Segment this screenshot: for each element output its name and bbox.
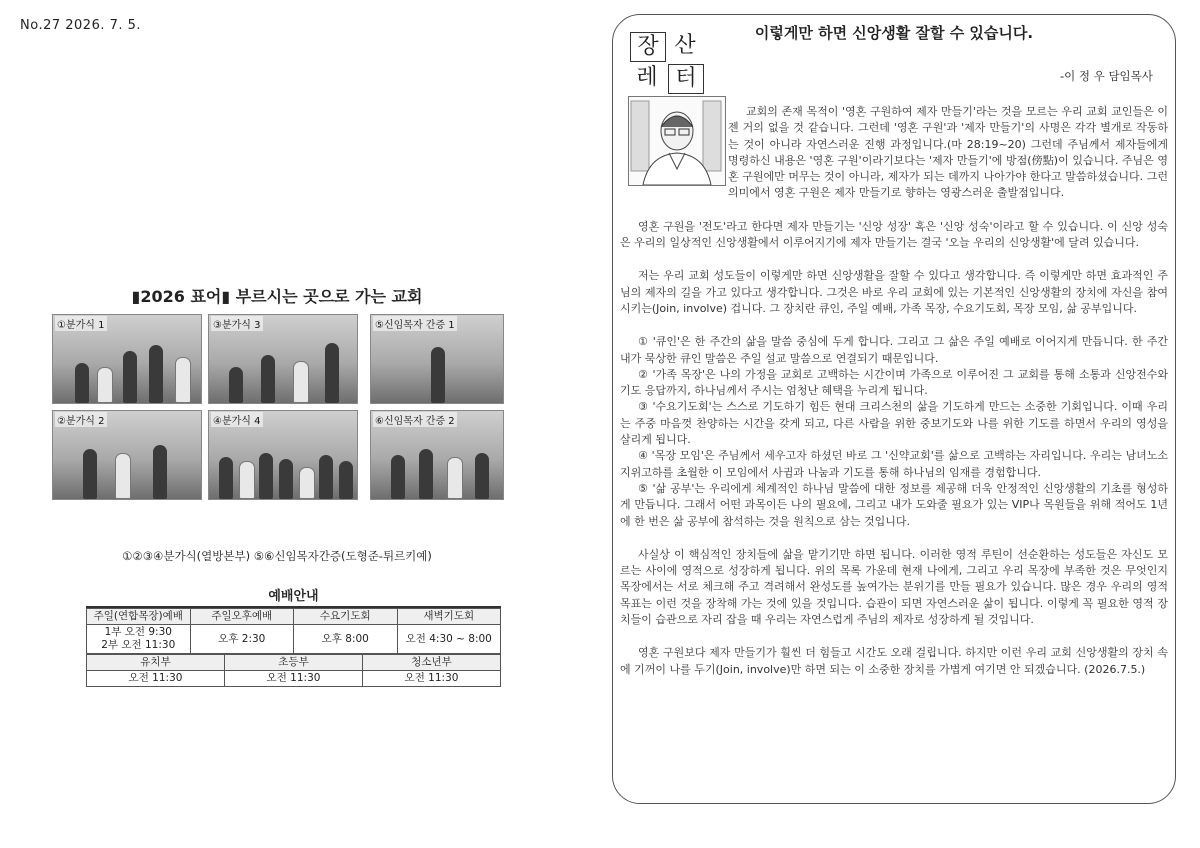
photo-2 xyxy=(208,314,358,404)
worship-schedule xyxy=(86,585,501,687)
list-item: ⑤ '삶 공부'는 우리에게 체계적인 하나님 말씀에 대한 정보를 제공해 더욱 안정적인 신앙생활의 기초를 형성하게 만듭니다. 그래서 어떤 과목이든 나의 필요에, 그리고 내가 도와줄 필요가 있는 VIP나 목원들을 위해 적어도 1년에 한 번은 삶 공부에 참석하는 것을 원칙으로 삼는 것입니다. xyxy=(620,481,1168,528)
time-elementary: 오전 11:30 xyxy=(225,671,363,687)
header-wednesday: 수요기도회 xyxy=(294,609,398,625)
photo-grid xyxy=(52,314,502,498)
list-item: ② '가족 목장'은 나의 가정을 교회로 고백하는 시간이며 가족으로 이루어진 그 교회를 통해 소통과 신앙전수와 기도 응답까지, 하나님께서 주시는 엄청난 혜택을 누리게 됩니다. xyxy=(620,367,1168,398)
time-kindergarten: 오전 11:30 xyxy=(87,671,225,687)
photo-caption-5: ④분가식 4 xyxy=(211,412,263,427)
time-dawn: 오전 4:30 ~ 8:00 xyxy=(397,625,501,654)
header-sunday: 주일(연합목장)예배 xyxy=(87,609,191,625)
header-kindergarten: 유치부 xyxy=(87,655,225,671)
paragraph-3: 저는 우리 교회 성도들이 이렇게만 하면 신앙생활을 잘할 수 있다고 생각합니다. 즉 이렇게만 하면 효과적인 주님의 제자의 길을 가고 있다고 생각합니다. 그것은 바로 우리 교회에 있는 기본적인 신앙생활의 장치에 자신을 참여시키는(Join, involve) 겁니다. 그 장치란 큐인, 주일 예배, 가족 목장, 수요기도회, 목장 모임, 삶 공부입니다. xyxy=(620,269,1168,315)
photo-caption-3: ⑤신임목자 간증 1 xyxy=(373,316,457,331)
header-sunday-pm: 주일오후예배 xyxy=(190,609,294,625)
paragraph-5: 영혼 구원보다 제자 만들기가 훨씬 더 힘들고 시간도 오래 걸립니다. 하지만 이런 우리 교회 신앙생활의 장치 속에 기꺼이 나를 두기(Join, involve)만 하면 되는 이 소중한 장치를 가볍게 여기면 안 되겠습니다. (2026.7.5.) xyxy=(620,646,1168,676)
issue-date: No.27 2026. 7. 5. xyxy=(20,18,142,33)
time-wednesday: 오후 8:00 xyxy=(294,625,398,654)
time-sunday-pm: 오후 2:30 xyxy=(190,625,294,654)
time-youth: 오전 11:30 xyxy=(363,671,501,687)
letter-title: 이렇게만 하면 신앙생활 잘할 수 있습니다. xyxy=(754,24,1034,42)
worship-title: 예배안내 xyxy=(86,585,501,608)
worship-table xyxy=(86,608,501,654)
letter-author: -이 정 우 담임목사 xyxy=(1060,69,1153,83)
time-sunday: 1부 오전 9:30 2부 오전 11:30 xyxy=(87,625,191,654)
paragraph-4: 사실상 이 핵심적인 장치들에 삶을 맡기기만 하면 됩니다. 이러한 영적 루틴이 선순환하는 성도들은 자신도 모르는 사이에 영적으로 성장하게 됩니다. 위의 목록 가운데 현재 나에게, 그리고 우리 목장에 부족한 것은 무엇인지 목장에서는 서로 체크해 주고 격려해서 완성도를 높여가는 분위기를 만들 필요가 있습니다. 많은 경우 우리의 영적 목표는 이런 것을 장착해 가는 것에 있을 것입니다. 습관이 되면 자연스러운 삶이 됩니다. 이렇게 꼭 필요한 영적 장치들이 습관으로 자리 잡을 때 우리는 자연스럽게 주님의 제자로 성장하게 될 것입니다. xyxy=(620,547,1168,627)
photo-caption-2: ③분가식 3 xyxy=(211,316,263,331)
photo-6 xyxy=(370,410,504,500)
header-elementary: 초등부 xyxy=(225,655,363,671)
list-item: ④ '목장 모임'은 주님께서 세우고자 하셨던 바로 그 '신약교회'를 삶으로 고백하는 자리입니다. 우리는 남녀노소 지위고하를 초월한 이 모임에서 사귐과 나눔과 기도를 통해 하나님의 임재를 경험합니다. xyxy=(620,449,1168,479)
photo-caption-4: ②분가식 2 xyxy=(55,412,107,427)
sunday-school-table xyxy=(86,654,501,687)
photo-3 xyxy=(370,314,504,404)
photo-1 xyxy=(52,314,202,404)
photo-description: ①②③④분가식(열방본부) ⑤⑥신임목자간증(도형준-튀르키예) xyxy=(122,549,432,563)
letter-body xyxy=(620,104,1168,695)
jangsan-letter-logo: 장 산 레 터 xyxy=(628,30,712,94)
photo-caption-1: ①분가식 1 xyxy=(55,316,107,331)
header-youth: 청소년부 xyxy=(363,655,501,671)
paragraph-2: 영혼 구원을 '전도'라고 한다면 제자 만들기는 '신앙 성장' 혹은 '신앙 성숙'이라고 할 수 있습니다. 이 신앙 성숙은 우리의 일상적인 신앙생활에서 이루어지기에 제자 만들기는 결국 '오늘 우리의 신앙생활'에 달려 있습니다. xyxy=(620,219,1168,250)
list-item: ③ '수요기도회'는 스스로 기도하기 힘든 현대 크리스천의 삶을 기도하게 만드는 소중한 기회입니다. 이때 우리는 주중 마음껏 찬양하는 시간을 갖게 되고, 다른 사람을 위한 중보기도와 나를 위한 기도를 하면서 우리의 영성을 살리게 됩니다. xyxy=(620,400,1168,447)
photo-caption-6: ⑥신임목자 간증 2 xyxy=(373,412,457,427)
list-item: ① '큐인'은 한 주간의 삶을 말씀 중심에 두게 합니다. 그리고 그 삶은 주일 예배로 이어지게 만듭니다. 한 주간 내가 묵상한 큐인 말씀은 주일 설교 말씀으로 연결되기 때문입니다. xyxy=(620,335,1168,365)
practice-list xyxy=(620,334,1168,530)
header-dawn: 새벽기도회 xyxy=(397,609,501,625)
photo-4 xyxy=(52,410,202,500)
paragraph-1: 교회의 존재 목적이 '영혼 구원하여 제자 만들기'라는 것을 모르는 우리 교회 교인들은 이젠 거의 없을 것 같습니다. 그런데 '영혼 구원'과 '제자 만들기'의 사명은 각각 별개로 작동하는 것이 아니라 자연스러운 진행 과정입니다.(마 28:19~20) 그런데 주님께서 제자들에게 명령하신 내용은 '영혼 구원'이라기보다는 '제자 만들기'에 방점(傍點)이 있습니다. 주님은 영혼 구원에만 머무는 것이 아니라, 제자가 되는 데까지 나아가야 한다고 말씀하셨습니다. 그런 의미에서 영혼 구원은 제자 만들기로 향하는 영광스러운 출발점입니다. xyxy=(728,105,1168,200)
photo-5 xyxy=(208,410,358,500)
motto-banner: ▮2026 표어▮ 부르시는 곳으로 가는 교회 xyxy=(131,287,423,306)
